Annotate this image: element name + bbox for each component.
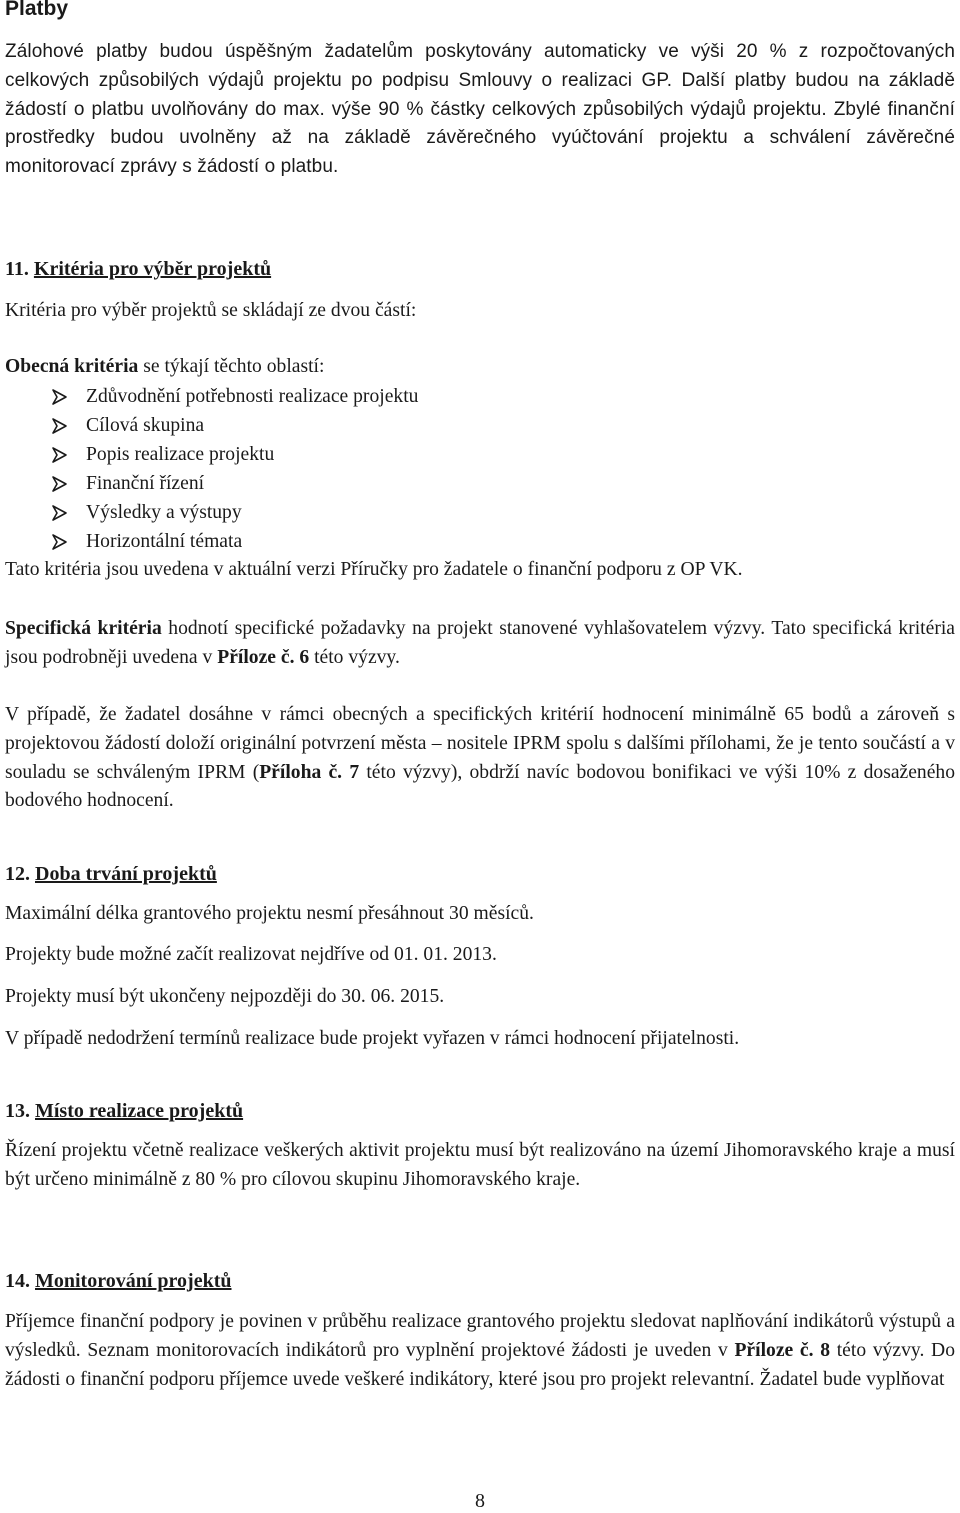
annex-8-reference: Příloze č. 8 [734, 1339, 831, 1361]
annex-6-reference: Příloze č. 6 [217, 646, 310, 668]
specific-criteria-paragraph [5, 615, 955, 673]
arrow-bullet-icon [51, 475, 69, 493]
section-title-platby: Platby [5, 0, 69, 20]
annex-7-reference: Příloha č. 7 [259, 761, 360, 783]
arrow-bullet-icon [51, 417, 69, 435]
list-item-label: Zdůvodnění potřebnosti realizace projektu [86, 386, 419, 407]
section-12-number: 12. [5, 863, 30, 885]
section-11-heading [5, 256, 955, 282]
arrow-bullet-icon [51, 533, 69, 551]
general-criteria-label: Obecná kritéria [5, 356, 139, 377]
list-item [5, 527, 955, 556]
section-11-number: 11. [5, 258, 29, 280]
bonus-end: této výzvy), obdrží navíc bodovou bonifikaci ve výši 10% z dosaženého bodového hodnocení. [5, 761, 955, 812]
duration-line: V případě nedodržení termínů realizace bude projekt vyřazen v rámci hodnocení přijatelnosti. [5, 1028, 740, 1049]
monitoring-text-a: Příjemce finanční podpory je povinen v průběhu realizace grantového projektu sledovat naplňování indikátorů výstupů a výsledků. Seznam monitorovacích indikátorů pro vyplnění projektové žádosti je uveden v [5, 1311, 955, 1361]
section-12-heading [5, 861, 955, 887]
list-item [5, 382, 955, 411]
section-14-heading [5, 1268, 955, 1294]
specific-criteria-text: hodnotí specifické požadavky na projekt stanovené vyhlašovatelem výzvy. Tato specifická kritéria jsou podrobněji uvedena v [5, 618, 955, 668]
bonus-text: V případě, že žadatel dosáhne v rámci obecných a specifických kritérií hodnocení minimálně 65 bodů a zároveň s projektovou žádostí doloží originální potvrzení města – nositele IPRM spolu s dalšími přílohami, že je tento součástí a v souladu se schváleným IPRM ( [5, 704, 955, 783]
list-item-label: Cílová skupina [86, 415, 205, 436]
platby-paragraph: Zálohové platby budou úspěšným žadatelům poskytovány automaticky ve výši 20 % z rozpočtovaných celkových způsobilých výdajů projektu po podpisu Smlouvy o realizaci GP. Další platby budou na základě žádostí o platbu uvolňovány do max. výše 90 % částky celkových způsobilých výdajů projektu. Zbylé finanční prostředky budou uvolněny až na základě závěrečného vyúčtování projektu a schválení závěrečné monitorovací zprávy s žádostí o platbu. [5, 41, 955, 178]
duration-line: Projekty musí být ukončeny nejpozději do 30. 06. 2015. [5, 986, 445, 1007]
section-11-intro: Kritéria pro výběr projektů se skládají ze dvou částí: [5, 300, 417, 321]
location-paragraph: Řízení projektu včetně realizace veškerých aktivit projektu musí být realizováno na území Jihomoravského kraje a musí být určeno minimálně z 80 % pro cílovou skupinu Jihomoravského kraje. [5, 1140, 955, 1190]
list-item-label: Výsledky a výstupy [86, 502, 242, 523]
list-item [5, 498, 955, 527]
section-13-title: Místo realizace projektů [35, 1100, 244, 1122]
section-14-title: Monitorování projektů [35, 1270, 232, 1292]
duration-line: Maximální délka grantového projektu nesmí přesáhnout 30 měsíců. [5, 903, 534, 924]
section-13-number: 13. [5, 1100, 30, 1122]
specific-criteria-end: této výzvy. [309, 646, 400, 668]
list-item [5, 440, 955, 469]
monitoring-text-b: této výzvy. Do žádosti o finanční podporu příjemce uvede veškeré indikátory, které jsou pro projekt relevantní. Žadatel bude vyplňovat [5, 1339, 955, 1390]
bonus-paragraph [5, 701, 955, 816]
section-11-title: Kritéria pro výběr projektů [33, 258, 272, 280]
general-criteria-lead-text: se týkají těchto oblastí: [138, 356, 325, 377]
general-criteria-lead [5, 353, 955, 382]
general-criteria-list [5, 382, 955, 556]
section-13-heading [5, 1098, 955, 1124]
list-item [5, 411, 955, 440]
list-item-label: Horizontální témata [86, 531, 243, 552]
monitoring-paragraph [5, 1308, 955, 1394]
section-14-number: 14. [5, 1270, 30, 1292]
list-item-label: Popis realizace projektu [86, 444, 275, 465]
arrow-bullet-icon [51, 388, 69, 406]
duration-line: Projekty bude možné začít realizovat nejdříve od 01. 01. 2013. [5, 944, 497, 965]
list-item-label: Finanční řízení [86, 473, 205, 494]
specific-criteria-label: Specifická kritéria [5, 618, 162, 639]
list-item [5, 469, 955, 498]
arrow-bullet-icon [51, 504, 69, 522]
general-criteria-note: Tato kritéria jsou uvedena v aktuální verzi Příručky pro žadatele o finanční podporu z OP VK. [5, 559, 743, 580]
arrow-bullet-icon [51, 446, 69, 464]
page-number: 8 [475, 1490, 485, 1512]
section-12-title: Doba trvání projektů [35, 863, 217, 885]
